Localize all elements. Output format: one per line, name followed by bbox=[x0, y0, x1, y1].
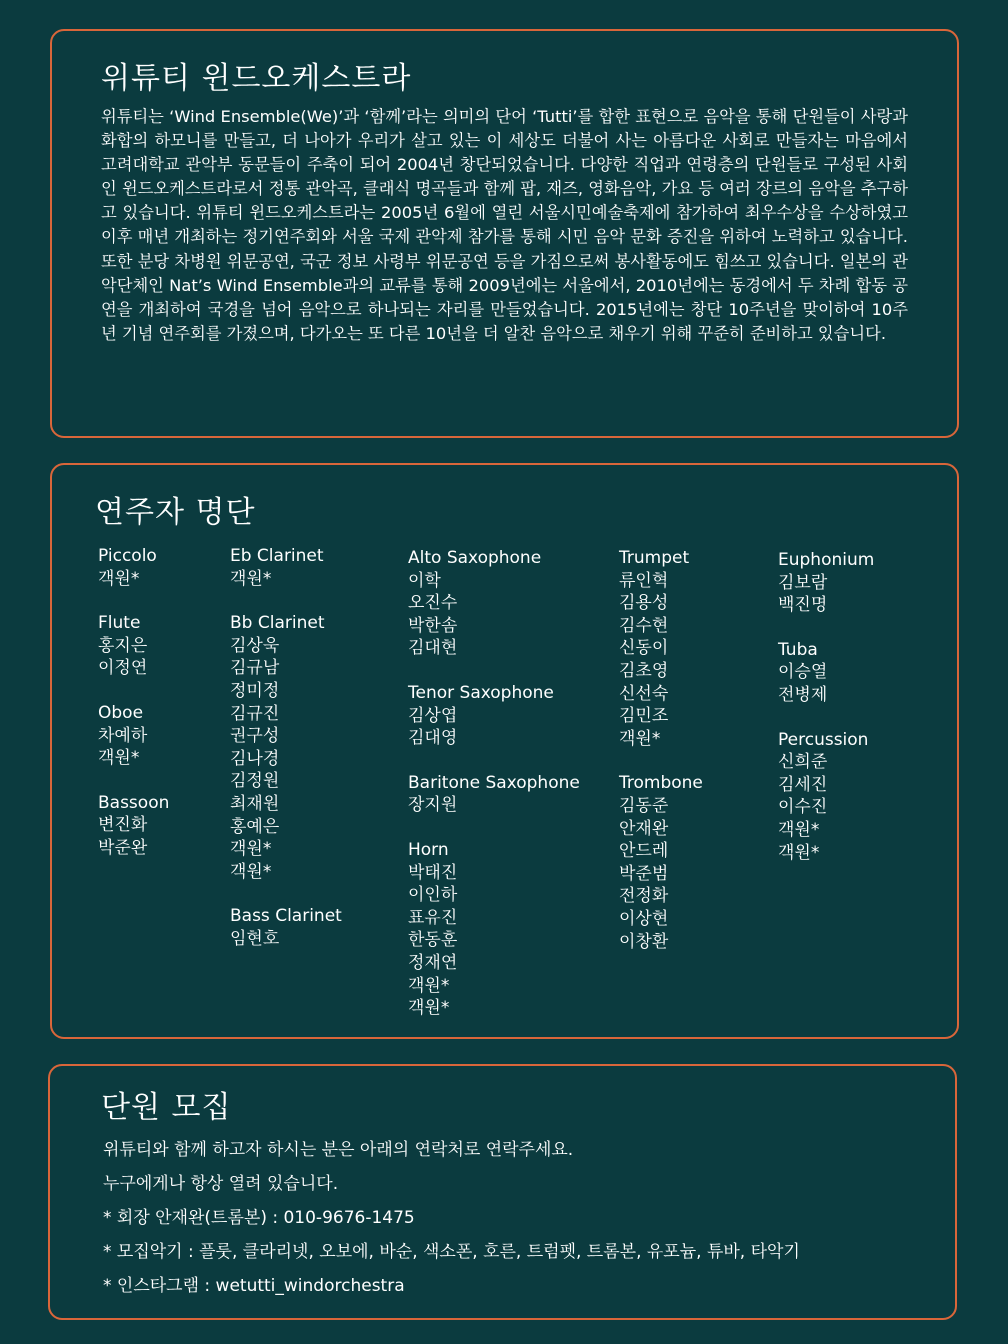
member-name: 김민조 bbox=[619, 706, 669, 727]
member-name: 김대영 bbox=[408, 728, 458, 749]
member-name: 신동이 bbox=[619, 638, 669, 659]
roster-section bbox=[50, 463, 959, 1039]
member-name: 차예하 bbox=[98, 725, 148, 746]
member-name: 이학 bbox=[408, 570, 441, 591]
member-name: 이인하 bbox=[408, 885, 458, 906]
member-name: 백진명 bbox=[778, 595, 828, 616]
instrument-name: Bass Clarinet bbox=[230, 906, 342, 927]
member-name: 객원* bbox=[98, 748, 140, 769]
member-name: 객원* bbox=[619, 728, 661, 749]
member-name: 류인혁 bbox=[619, 570, 669, 591]
recruit-contact: * 회장 안재완(트롬본) : 010-9676-1475 bbox=[103, 1208, 415, 1228]
about-title: 위튜티 윈드오케스트라 bbox=[101, 61, 412, 96]
member-name: 객원* bbox=[230, 861, 272, 882]
instrument-name: Percussion bbox=[778, 729, 869, 750]
member-name: 김대현 bbox=[408, 638, 458, 659]
member-name: 한동훈 bbox=[408, 930, 458, 951]
member-name: 박한솜 bbox=[408, 615, 458, 636]
member-name: 김정원 bbox=[230, 771, 280, 792]
roster-column bbox=[98, 545, 169, 882]
member-name: 전정화 bbox=[619, 886, 669, 907]
member-name: 이창환 bbox=[619, 931, 669, 952]
member-name: 이수진 bbox=[778, 797, 828, 818]
instrument-section bbox=[408, 839, 580, 1020]
roster-column bbox=[230, 545, 342, 973]
instrument-name: Tuba bbox=[778, 639, 818, 660]
instrument-section bbox=[230, 905, 342, 950]
instrument-name: Trombone bbox=[619, 773, 703, 794]
instrument-name: Alto Saxophone bbox=[408, 548, 542, 568]
instrument-name: Baritone Saxophone bbox=[408, 772, 580, 793]
member-name: 객원* bbox=[778, 842, 820, 863]
member-name: 신희준 bbox=[778, 752, 828, 773]
member-name: 김세진 bbox=[778, 774, 828, 795]
instrument-name: Piccolo bbox=[98, 546, 157, 566]
member-name: 객원* bbox=[408, 975, 450, 996]
roster-column bbox=[619, 547, 703, 975]
instrument-name: Eb Clarinet bbox=[230, 546, 324, 566]
member-name: 객원* bbox=[230, 568, 272, 589]
member-name: 장지원 bbox=[408, 795, 458, 816]
recruit-instagram: * 인스타그램 : wetutti_windorchestra bbox=[103, 1276, 405, 1296]
member-name: 임현호 bbox=[230, 928, 280, 949]
instrument-section bbox=[778, 549, 874, 617]
member-name: 안드레 bbox=[619, 841, 669, 862]
member-name: 오진수 bbox=[408, 593, 458, 614]
recruit-lines bbox=[103, 1136, 800, 1306]
instrument-section bbox=[408, 682, 580, 750]
instrument-section bbox=[98, 545, 169, 590]
about-body: 위튜티는 ‘Wind Ensemble(We)’과 ‘함께’라는 의미의 단어 ‘Tutti’를 합한 표현으로 음악을 통해 단원들이 사랑과 화합의 하모니를 만들고, 더 나아가 우리가 살고 있는 이 세상도 더불어 사는 아름다운 사회로 만들자는 마음에서 고려대학교 관악부 동문들이 주축이 되어 2004년 창단되었습니다. 다양한 직업과 연령층의 단원들로 구성된 사회인 윈드오케스트라로서 정통 관악곡, 클래식 명곡들과 함께 팝, 재즈, 영화음악, 가요 등 여러 장르의 음악을 추구하고 있습니다. 위튜티 윈드오케스트라는 2005년 6월에 열린 서울시민예술축제에 참가하여 최우수상을 수상하였고 이후 매년 개최하는 정기연주회와 서울 국제 관악제 참가를 통해 시민 음악 문화 증진을 위하여 노력하고 있습니다. 또한 분당 차병원 위문공연, 국군 정보 사령부 위문공연 등을 가짐으로써 봉사활동에도 힘쓰고 있습니다. 일본의 관악단체인 Nat’s Wind Ensemble과의 교류를 통해 2009년에는 서울에서, 2010년에는 동경에서 두 차례 합동 공연을 개최하여 국경을 넘어 음악으로 하나되는 자리를 만들었습니다. 2015년에는 창단 10주년을 맞이하여 10주년 기념 연주회를 가졌으며, 다가오는 또 다른 10년을 더 알찬 음악으로 채우기 위해 꾸준히 준비하고 있습니다. bbox=[101, 107, 908, 343]
member-name: 홍지은 bbox=[98, 635, 148, 656]
instrument-section bbox=[778, 639, 874, 707]
member-name: 김동준 bbox=[619, 795, 669, 816]
instrument-name: Trumpet bbox=[619, 548, 690, 568]
instrument-section bbox=[98, 702, 169, 770]
member-name: 김나경 bbox=[230, 748, 280, 769]
member-name: 김상욱 bbox=[230, 635, 280, 656]
instrument-section bbox=[778, 729, 874, 865]
recruit-title: 단원 모집 bbox=[101, 1090, 232, 1125]
recruit-instruments: * 모집악기 : 플룻, 클라리넷, 오보에, 바순, 색소폰, 호른, 트럼펫, 트롬본, 유포늄, 튜바, 타악기 bbox=[103, 1242, 800, 1262]
instrument-name: Bb Clarinet bbox=[230, 613, 325, 634]
member-name: 변진화 bbox=[98, 815, 148, 836]
instrument-name: Flute bbox=[98, 613, 141, 634]
member-name: 김용성 bbox=[619, 593, 669, 614]
member-name: 이상현 bbox=[619, 908, 669, 929]
recruit-line: 누구에게나 항상 열려 있습니다. bbox=[103, 1174, 339, 1194]
member-name: 객원* bbox=[230, 839, 272, 860]
recruit-line: 위튜티와 함께 하고자 하시는 분은 아래의 연락처로 연락주세요. bbox=[103, 1140, 574, 1160]
member-name: 전병제 bbox=[778, 684, 828, 705]
instrument-section bbox=[230, 545, 342, 590]
member-name: 홍예은 bbox=[230, 816, 280, 837]
instrument-name: Bassoon bbox=[98, 792, 170, 813]
about-section bbox=[50, 29, 959, 438]
member-name: 정재연 bbox=[408, 952, 458, 973]
member-name: 정미정 bbox=[230, 680, 280, 701]
roster-column bbox=[778, 549, 874, 886]
member-name: 박준완 bbox=[98, 837, 148, 858]
instrument-section bbox=[230, 612, 342, 883]
member-name: 이정연 bbox=[98, 658, 148, 679]
member-name: 박준범 bbox=[619, 863, 669, 884]
instrument-section bbox=[619, 547, 703, 750]
member-name: 객원* bbox=[408, 998, 450, 1019]
member-name: 김초영 bbox=[619, 660, 669, 681]
roster-title: 연주자 명단 bbox=[95, 495, 256, 530]
member-name: 표유진 bbox=[408, 907, 458, 928]
instrument-section bbox=[408, 772, 580, 817]
instrument-name: Euphonium bbox=[778, 550, 875, 570]
instrument-name: Oboe bbox=[98, 702, 144, 723]
instrument-section bbox=[408, 547, 580, 660]
member-name: 권구성 bbox=[230, 726, 280, 747]
member-name: 객원* bbox=[778, 819, 820, 840]
member-name: 박태진 bbox=[408, 862, 458, 883]
member-name: 김상엽 bbox=[408, 705, 458, 726]
member-name: 이승열 bbox=[778, 662, 828, 683]
instrument-name: Horn bbox=[408, 839, 449, 860]
member-name: 객원* bbox=[98, 568, 140, 589]
member-name: 안재완 bbox=[619, 818, 669, 839]
member-name: 김수현 bbox=[619, 615, 669, 636]
instrument-section bbox=[619, 772, 703, 953]
member-name: 최재원 bbox=[230, 793, 280, 814]
instrument-section bbox=[98, 612, 169, 680]
recruit-section bbox=[48, 1064, 957, 1320]
member-name: 김보람 bbox=[778, 572, 828, 593]
member-name: 신선숙 bbox=[619, 683, 669, 704]
instrument-section bbox=[98, 792, 169, 860]
instrument-name: Tenor Saxophone bbox=[408, 682, 554, 703]
member-name: 김규진 bbox=[230, 703, 280, 724]
roster-column bbox=[408, 547, 580, 1042]
member-name: 김규남 bbox=[230, 658, 280, 679]
